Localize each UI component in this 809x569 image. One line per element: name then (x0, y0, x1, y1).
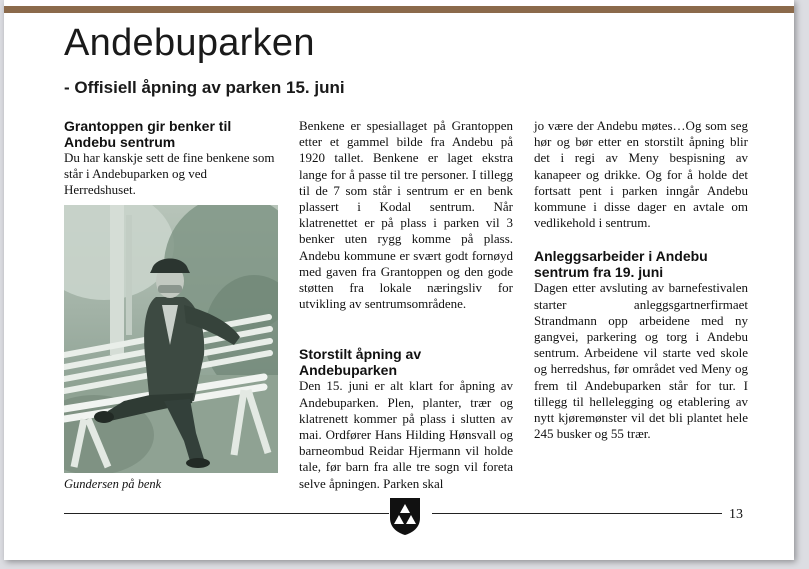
footer-rule-left (64, 513, 389, 514)
column-2 (299, 118, 513, 492)
section-intro-benches: Du har kanskje sett de fine benkene som står i Andebuparken og ved Herredshuset. (64, 150, 275, 198)
section-body-construction: Dagen etter avsluting av barnefestivalen starter anleggsgartnerfirmaet Strandmann opp arbeidene med ny gangvei, parkering og torg i Andebu sentrum. Arbeidene vil starte ved skole og herredshus, før området ved Meny og frem til Andebuparken står for tur. I tillegg til hellelegging og etablering av nytt kjøremønster vil det bli plantet hele 245 busker og 55 trær. (534, 280, 748, 442)
municipal-crest-icon (388, 496, 422, 536)
section-body-benches-continued: Benkene er spesiallaget på Grantoppen etter et gammel bilde fra Andebu på 1920 tallet. Benkene er laget ekstra lange for å passe til tre personer. I tillegg til de 7 som står i sentrum er en benk plassert i Kodal sentrum. Når klatrenettet er på plass i parken vil 3 benker uten rygg komme på plass. Andebu kommune er svært godt fornøyd med gaven fra Grantoppen og den gode støtten fra lokale næringsliv for utvikling av sentrumsområdene. (299, 118, 513, 312)
footer-rule-right (432, 513, 722, 514)
section-body-opening: Den 15. juni er alt klart for åpning av Andebuparken. Plen, planter, trær og klatrenett kommer på plass i slutten av mai. Ordfører Hans Hilding Hønsvall og barneombud Reidar Hjermann vil holde tale, før barn fra alle tre sogn vil foreta selve åpningen. Parken skal (299, 378, 513, 491)
page-number: 13 (729, 507, 743, 522)
bench-photo-illustration (64, 205, 278, 473)
photo-caption: Gundersen på benk (64, 476, 162, 491)
section-heading-benches: Grantoppen gir benker til Andebu sentrum (64, 118, 232, 150)
top-rule (4, 6, 794, 13)
article-title: Andebuparken (64, 22, 315, 64)
column-3 (534, 118, 748, 442)
section-heading-opening: Storstilt åpning av Andebuparken (299, 346, 422, 379)
document-page (4, 0, 794, 560)
section-body-opening-continued: jo være der Andebu møtes…Og som seg hør og bør etter en storstilt åpning blir det i regi av Meny bespisning av kanapeer og drikke. Og for å holde det fortsatt pent i parken inngår Andebu kommune i disse dager en avtale om vedlikehold i sentrum. (534, 118, 748, 231)
section-heading-construction: Anleggsarbeider i Andebu sentrum fra 19. juni (534, 248, 708, 281)
article-subtitle: - Offisiell åpning av parken 15. juni (64, 78, 345, 97)
column-1 (64, 118, 278, 492)
photo-man-on-bench (64, 205, 278, 473)
